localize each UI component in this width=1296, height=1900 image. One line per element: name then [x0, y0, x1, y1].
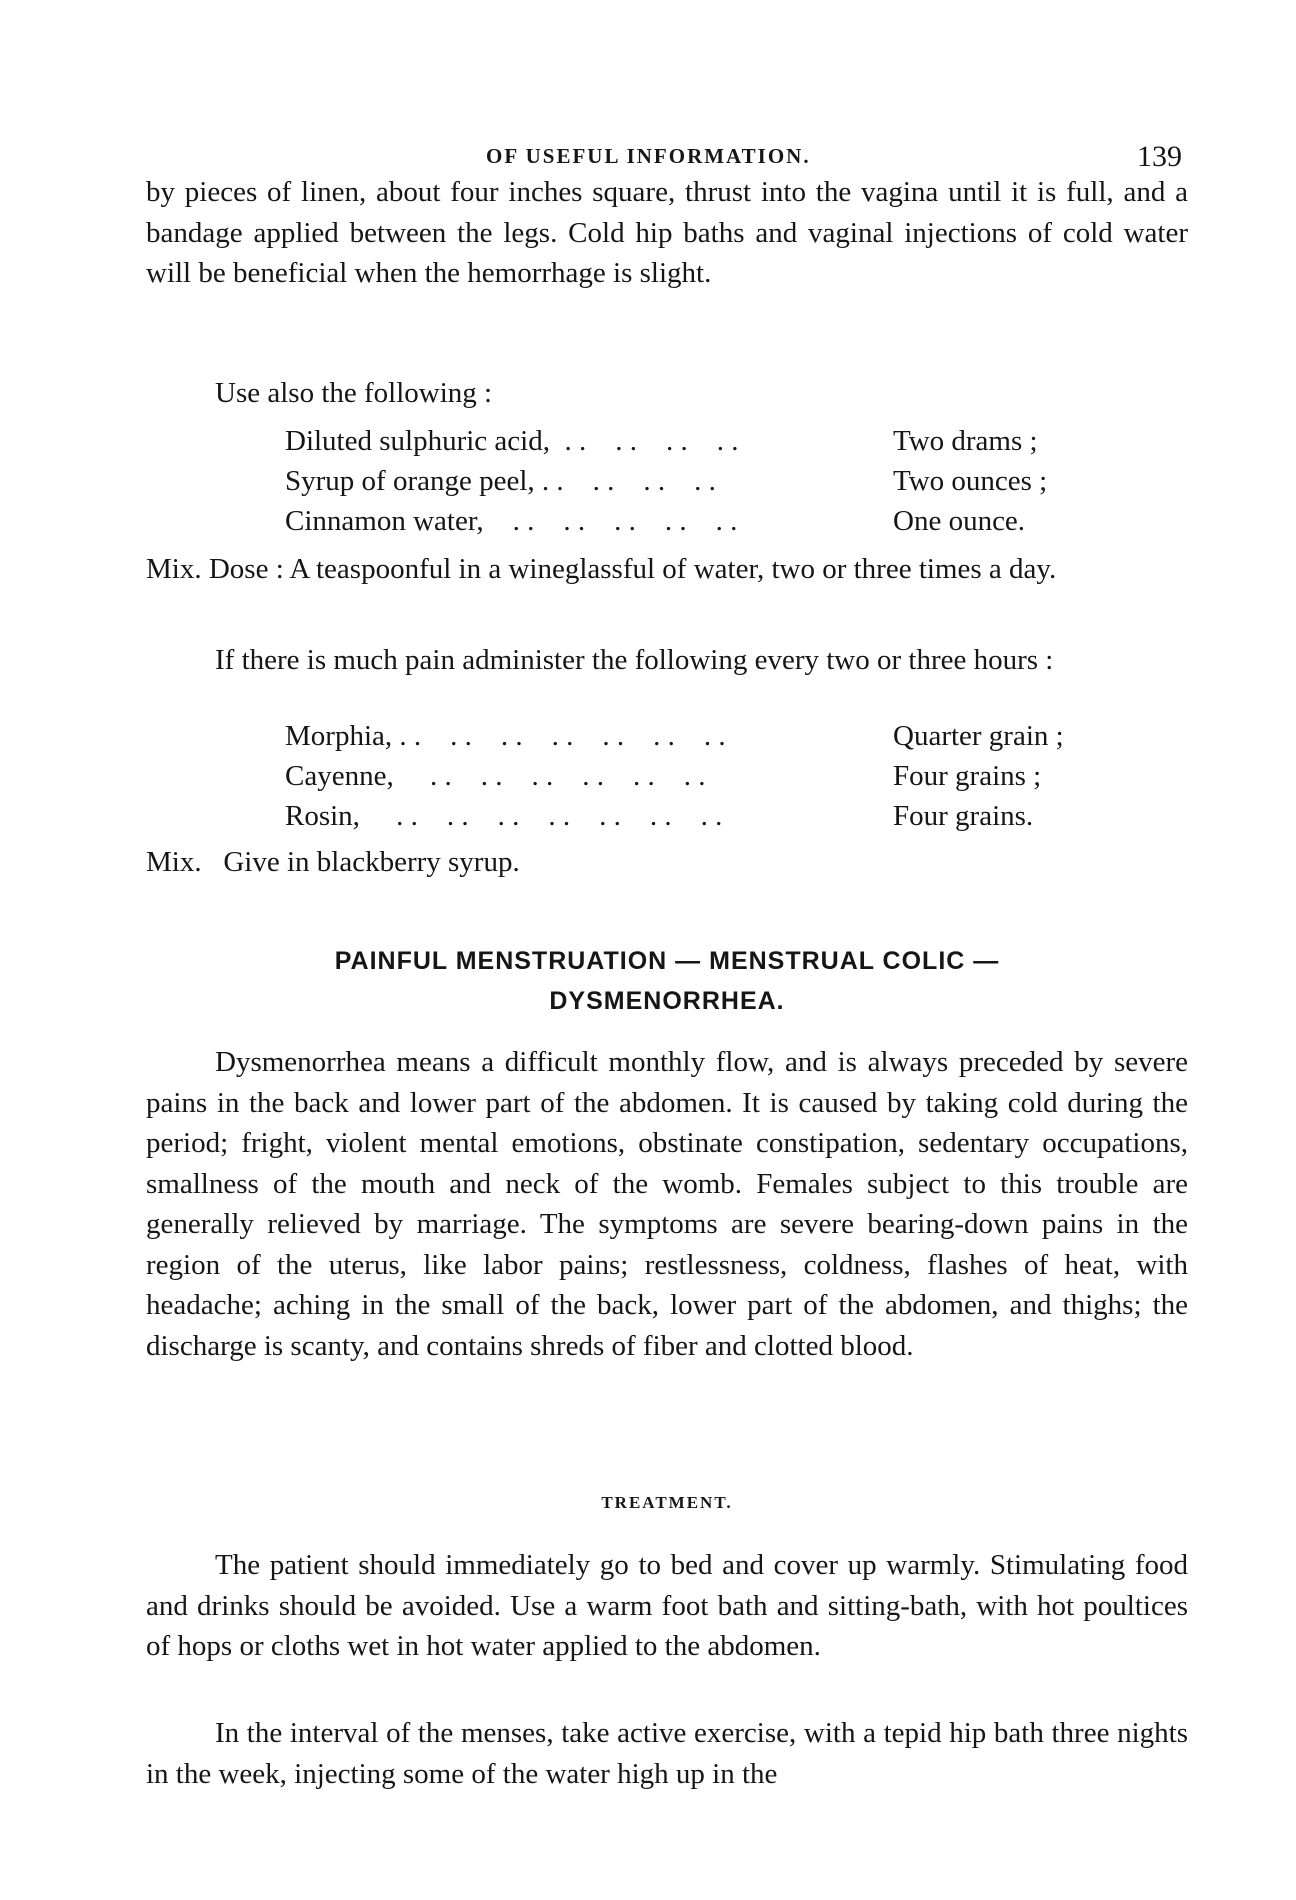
- prescription-ingredient: Morphia, . . . . . . . . . . . . . .: [285, 720, 726, 752]
- mix-instruction: Mix. Give in blackberry syrup.: [146, 846, 520, 878]
- page-number: 139: [1137, 140, 1182, 173]
- paragraph-hemorrhage-treatment: by pieces of linen, about four inches square, thrust into the vagina until it is full, and a bandage applied between the legs. Cold hip baths and vaginal injections of cold water will be beneficial when the hemorrhage is slight.: [146, 176, 1188, 289]
- section-heading-continued: DYSMENORRHEA.: [549, 987, 785, 1015]
- prescription-dose: One ounce.: [893, 505, 1026, 537]
- prescription-ingredient: Syrup of orange peel, . . . . . . . .: [285, 465, 716, 497]
- prescription-dose: Two ounces ;: [893, 465, 1048, 497]
- section-heading: PAINFUL MENSTRUATION — MENSTRUAL COLIC —: [334, 947, 1000, 975]
- paragraph-dysmenorrhea-description: Dysmenorrhea means a difficult monthly flow, and is always preceded by severe pains in the back and lower part of the abdomen. It is caused by taking cold during the period; fright, violent mental emotions, obstinate constipation, sedentary occupations, smallness of the mouth and neck of the womb. Females subject to this trouble are generally relieved by marriage. The symptoms are severe bearing-down pains in the region of the uterus, like labor pains; restlessness, coldness, flashes of heat, with headache; aching in the small of the back, lower part of the abdomen, and thighs; the discharge is scanty, and contains shreds of fiber and clotted blood.: [146, 1046, 1188, 1362]
- paragraph-pain-instructions: If there is much pain administer the following every two or three hours :: [215, 644, 1054, 676]
- paragraph-use-following: Use also the following :: [215, 377, 493, 409]
- prescription-ingredient: Cinnamon water, . . . . . . . . . .: [285, 505, 738, 537]
- prescription-dose: Four grains.: [893, 800, 1034, 832]
- paragraph-treatment: The patient should immediately go to bed and cover up warmly. Stimulating food and drinks should be avoided. Use a warm foot bath and sitting-bath, with hot poultices of hops or cloths wet in hot water applied to the abdomen.: [146, 1549, 1188, 1662]
- prescription-ingredient: Diluted sulphuric acid, . . . . . . . .: [285, 425, 739, 457]
- paragraph-interval-exercise: In the interval of the menses, take active exercise, with a tepid hip bath three nights in the week, injecting some of the water high up in the: [146, 1717, 1188, 1790]
- prescription-ingredient: Rosin, . . . . . . . . . . . . . .: [285, 800, 723, 832]
- prescription-dose: Quarter grain ;: [893, 720, 1064, 752]
- running-head: OF USEFUL INFORMATION.: [486, 144, 811, 168]
- prescription-ingredient: Cayenne, . . . . . . . . . . . .: [285, 760, 706, 792]
- prescription-dose: Two drams ;: [893, 425, 1038, 457]
- prescription-dose: Four grains ;: [893, 760, 1042, 792]
- treatment-subheading: TREATMENT.: [601, 1493, 733, 1512]
- paragraph-mix-dose: Mix. Dose : A teaspoonful in a wineglassful of water, two or three times a day.: [146, 553, 1057, 585]
